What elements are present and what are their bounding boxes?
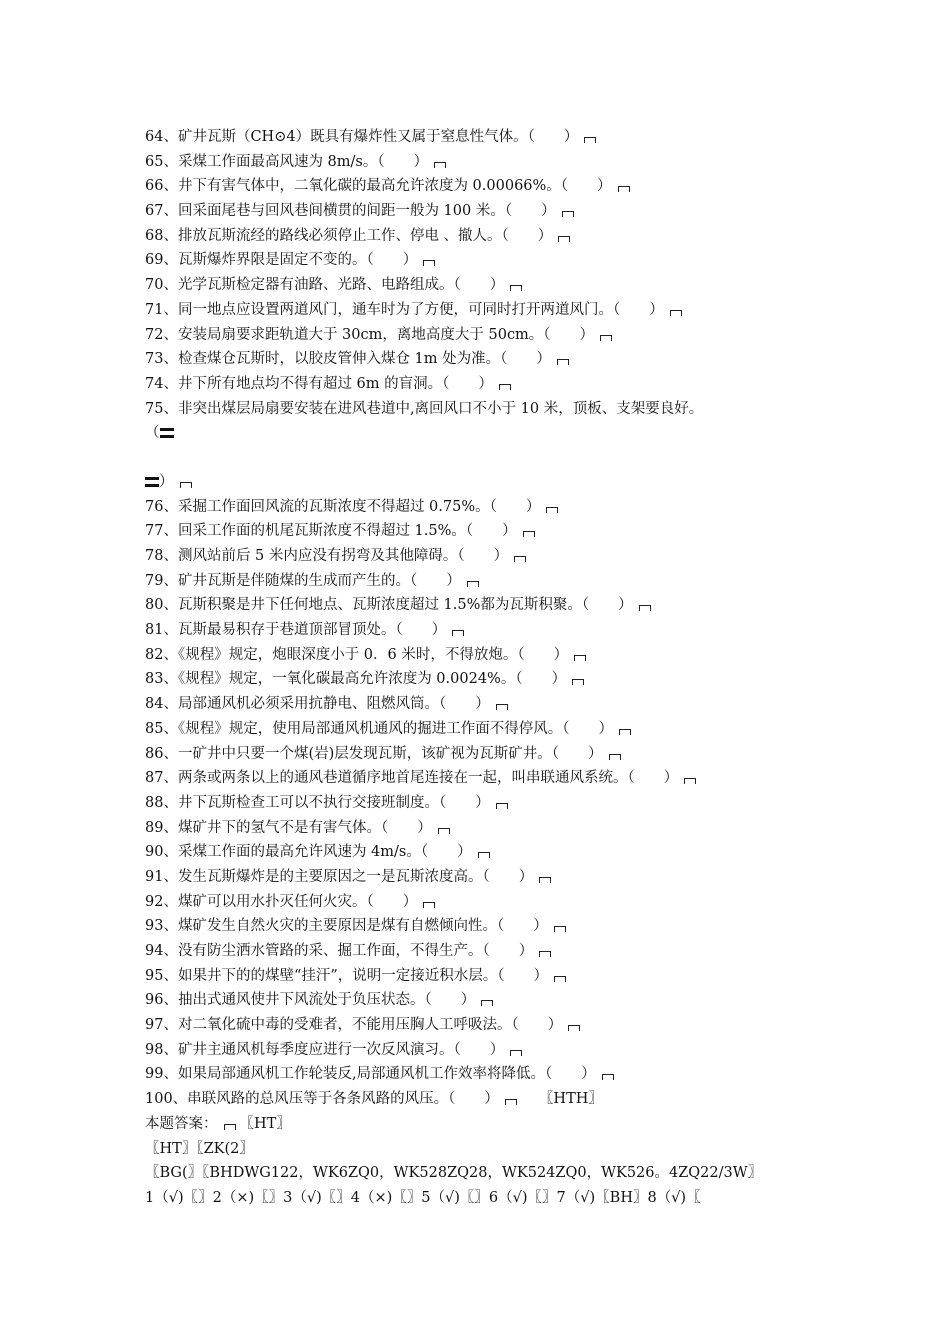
question-line: 67、回采面尾巷与回风巷间横贯的间距一般为 100 米。（ ） bbox=[145, 199, 825, 224]
return-mark-icon bbox=[423, 260, 435, 266]
question-line: 80、瓦斯积聚是井下任何地点、瓦斯浓度超过 1.5%都为瓦斯积聚。（ ） bbox=[145, 593, 825, 618]
return-mark-icon bbox=[554, 976, 566, 982]
return-mark-icon bbox=[574, 655, 586, 661]
question-line: 83、《规程》规定，一氧化碳最高允许浓度为 0.0024%。（ ） bbox=[145, 667, 825, 692]
return-mark-icon bbox=[496, 704, 508, 710]
question-line: 100、串联风路的总风压等于各条风路的风压。（ ） 〖HTH〗 bbox=[145, 1091, 603, 1108]
question-line: 95、如果井下的的煤壁“挂汗”，说明一定接近积水层。（ ） bbox=[145, 964, 825, 989]
return-mark-icon bbox=[558, 236, 570, 242]
return-mark-icon bbox=[554, 926, 566, 932]
question-list bbox=[145, 125, 825, 1211]
return-mark-icon bbox=[478, 852, 490, 858]
return-mark-icon bbox=[499, 384, 511, 390]
return-mark-icon bbox=[505, 1099, 517, 1105]
question-line-continuation: ） bbox=[145, 470, 825, 495]
question-line: 99、如果局部通风机工作轮装反,局部通风机工作效率将降低。（ ） bbox=[145, 1062, 825, 1087]
question-line: 93、煤矿发生自然火灾的主要原因是煤有自燃倾向性。（ ） bbox=[145, 914, 825, 939]
question-line: 82、《规程》规定，炮眼深度小于 0．6 米时，不得放炮。（ ） bbox=[145, 643, 825, 668]
return-mark-icon bbox=[514, 556, 526, 562]
return-mark-icon bbox=[423, 902, 435, 908]
return-mark-icon bbox=[496, 803, 508, 809]
question-line: 71、同一地点应设置两道风门，通车时为了方便，可同时打开两道风门。（ ） bbox=[145, 298, 825, 323]
question-line: 87、两条或两条以上的通风巷道循序地首尾连接在一起，叫串联通风系统。（ ） bbox=[145, 766, 825, 791]
question-line: 65、采煤工作面最高风速为 8m/s。（ ） bbox=[145, 150, 825, 175]
question-line: 76、采掘工作面回风流的瓦斯浓度不得超过 0.75%。（ ） bbox=[145, 495, 825, 520]
return-mark-icon bbox=[602, 1074, 614, 1080]
question-line: 66、井下有害气体中，二氧化碳的最高允许浓度为 0.00066%。（ ） bbox=[145, 174, 825, 199]
return-mark-icon bbox=[639, 605, 651, 611]
return-mark-icon bbox=[618, 186, 630, 192]
return-mark-icon bbox=[510, 285, 522, 291]
return-mark-icon bbox=[434, 162, 446, 168]
return-mark-icon bbox=[539, 877, 551, 883]
question-line: 89、煤矿井下的氢气不是有害气体。（ ） bbox=[145, 816, 825, 841]
question-line: 84、局部通风机必须采用抗静电、阻燃风筒。（ ） bbox=[145, 692, 825, 717]
question-line: 90、采煤工作面的最高允许风速为 4m/s。（ ） bbox=[145, 840, 825, 865]
return-mark-icon bbox=[510, 1050, 522, 1056]
question-line: 74、井下所有地点均不得有超过 6m 的盲洞。（ ） bbox=[145, 372, 825, 397]
question-line: 96、抽出式通风使井下风流处于负压状态。（ ） bbox=[145, 988, 825, 1013]
code-line: 〖BG(〗〖BHDWG122，WK6ZQ0，WK528ZQ28，WK524ZQ0，WK526。4ZQ22/3W〗 bbox=[145, 1165, 763, 1182]
return-mark-icon bbox=[481, 1000, 493, 1006]
question-line: 97、对二氧化硫中毒的受难者，不能用压胸人工呼吸法。（ ） bbox=[145, 1013, 825, 1038]
question-line: 91、发生瓦斯爆炸是的主要原因之一是瓦斯浓度高。（ ） bbox=[145, 865, 825, 890]
return-mark-icon bbox=[600, 335, 612, 341]
return-mark-icon bbox=[684, 778, 696, 784]
answer-label-line: 本题答案： 〖HT〗 bbox=[145, 1115, 291, 1132]
return-mark-icon bbox=[568, 1025, 580, 1031]
return-mark-icon bbox=[523, 531, 535, 537]
return-mark-icon bbox=[572, 679, 584, 685]
return-mark-icon bbox=[619, 729, 631, 735]
return-mark-icon bbox=[546, 507, 558, 513]
question-line: 69、瓦斯爆炸界限是固定不变的。（ ） bbox=[145, 248, 825, 273]
question-line: 81、瓦斯最易积存于巷道顶部冒顶处。（ ） bbox=[145, 618, 825, 643]
question-line: 78、测风站前后 5 米内应没有拐弯及其他障碍。（ ） bbox=[145, 544, 825, 569]
return-mark-icon bbox=[557, 359, 569, 365]
question-line: 72、安装局扇要求距轨道大于 30cm，离地高度大于 50cm。（ ） bbox=[145, 323, 825, 348]
question-line: 85、《规程》规定，使用局部通风机通风的掘进工作面不得停风。（ ） bbox=[145, 717, 825, 742]
question-line-continuation: （ bbox=[145, 421, 825, 446]
question-line: 88、井下瓦斯检查工可以不执行交接班制度。（ ） bbox=[145, 791, 825, 816]
return-mark-icon bbox=[539, 951, 551, 957]
equals-glyph-icon bbox=[160, 428, 174, 438]
question-line: 73、检查煤仓瓦斯时，以胶皮管伸入煤仓 1m 处为准。（ ） bbox=[145, 347, 825, 372]
blank-gap bbox=[145, 446, 825, 470]
equals-glyph-icon bbox=[145, 477, 159, 487]
return-mark-icon bbox=[438, 828, 450, 834]
question-line: 64、矿井瓦斯（CH⊙4）既具有爆炸性又属于窒息性气体。（ ） bbox=[145, 125, 825, 150]
return-mark-icon bbox=[670, 310, 682, 316]
return-mark-icon bbox=[562, 211, 574, 217]
return-mark-icon bbox=[224, 1124, 236, 1130]
code-line: 〖HT〗〖ZK(2〗 bbox=[145, 1140, 254, 1157]
return-mark-icon bbox=[452, 630, 464, 636]
question-line: 86、一矿井中只要一个煤(岩)层发现瓦斯，该矿视为瓦斯矿井。（ ） bbox=[145, 742, 825, 767]
question-line: 92、煤矿可以用水扑灭任何火灾。（ ） bbox=[145, 890, 825, 915]
question-line: 79、矿井瓦斯是伴随煤的生成而产生的。（ ） bbox=[145, 569, 825, 594]
return-mark-icon bbox=[584, 137, 596, 143]
question-line: 70、光学瓦斯检定器有油路、光路、电路组成。（ ） bbox=[145, 273, 825, 298]
return-mark-icon bbox=[180, 482, 192, 488]
answer-key-line: 1（√)〖〗2（×)〖〗3（√)〖〗4（×)〖〗5（√)〖〗6（√)〖〗7（√)〖BH〗8（√)〖 bbox=[145, 1189, 701, 1206]
question-line: 98、矿井主通风机每季度应进行一次反风演习。（ ） bbox=[145, 1038, 825, 1063]
question-line: 68、排放瓦斯流经的路线必须停止工作、停电 、撤人。（ ） bbox=[145, 224, 825, 249]
question-line: 94、没有防尘洒水管路的采、掘工作面，不得生产。（ ） bbox=[145, 939, 825, 964]
return-mark-icon bbox=[467, 581, 479, 587]
question-line: 75、非突出煤层局扇要安装在进风巷道中,离回风口不小于 10 米，顶板、支架要良好。 bbox=[145, 400, 704, 417]
return-mark-icon bbox=[609, 754, 621, 760]
question-line: 77、回采工作面的机尾瓦斯浓度不得超过 1.5%。（ ） bbox=[145, 519, 825, 544]
